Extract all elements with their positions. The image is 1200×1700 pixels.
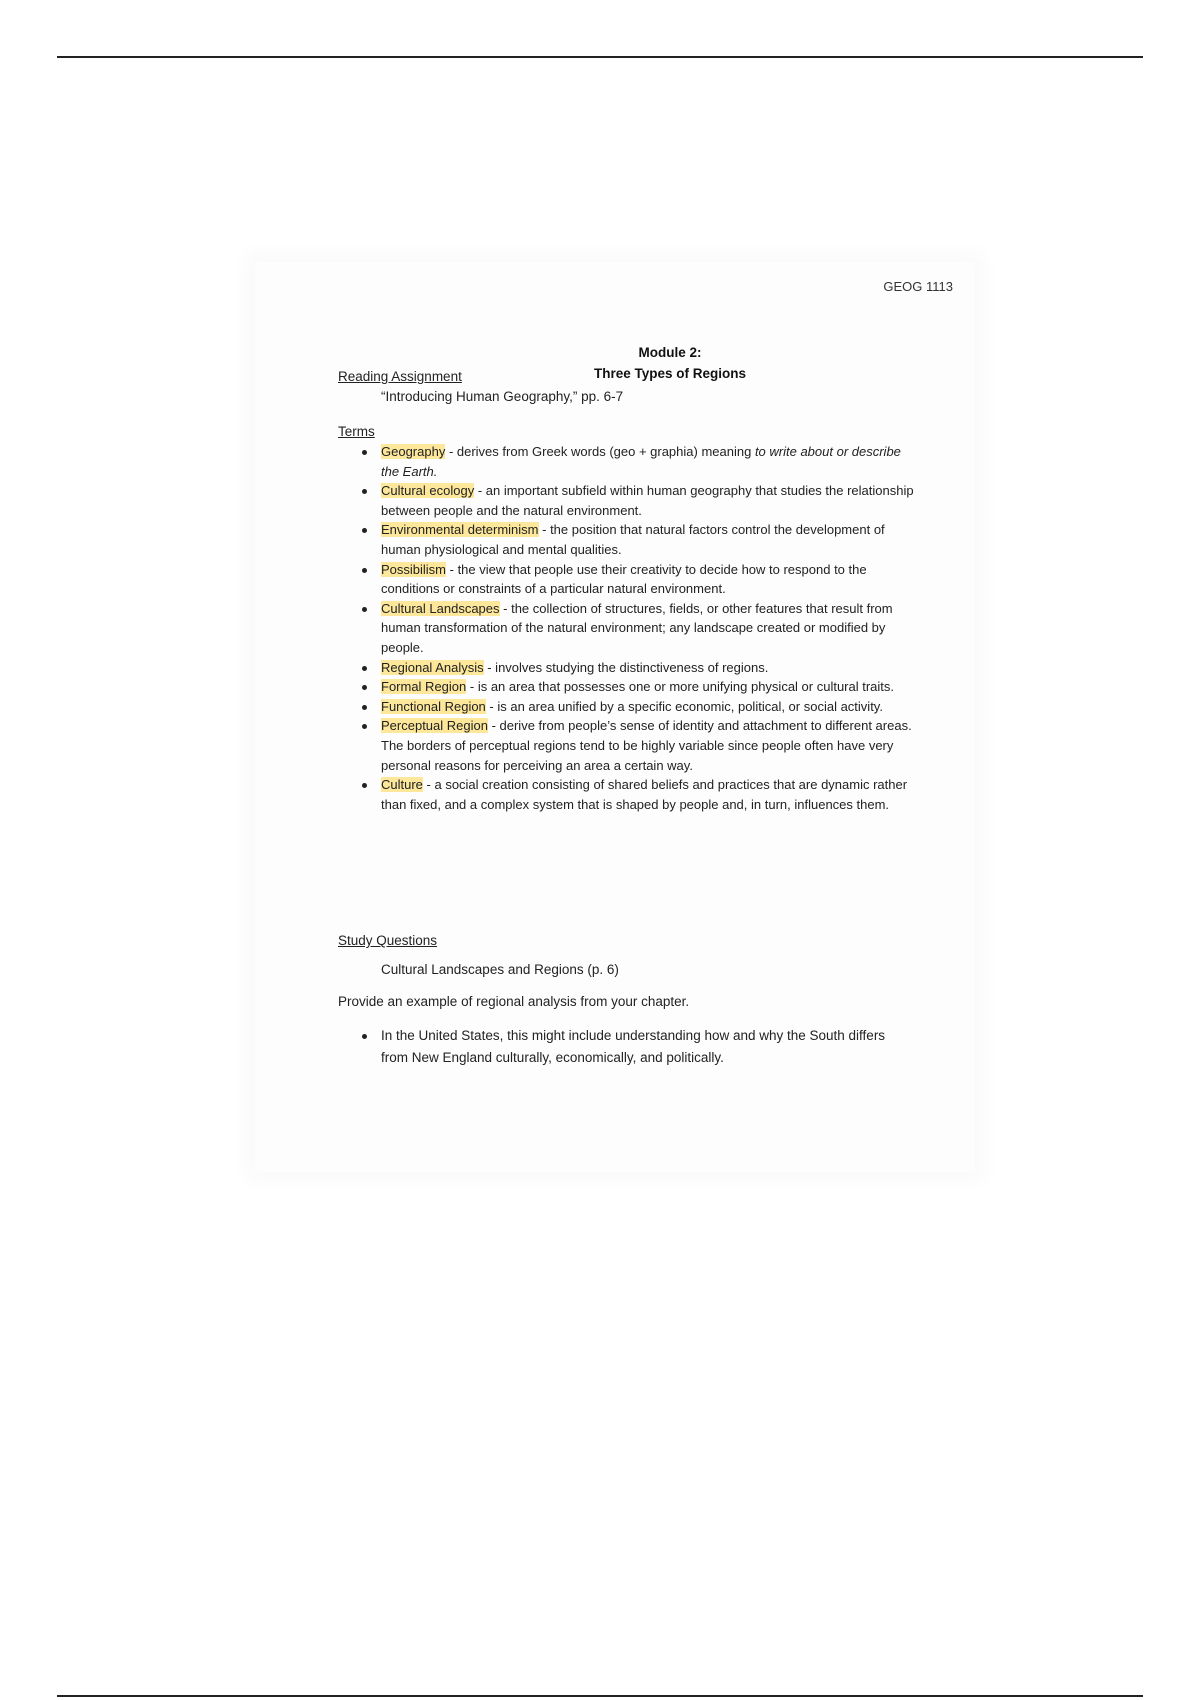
study-question: Provide an example of regional analysis from your chapter. <box>338 994 690 1009</box>
term-definition-italic: to write about or describe the Earth. <box>381 444 901 479</box>
bottom-divider <box>57 1695 1143 1697</box>
term-definition: - is an area unified by a specific economic, political, or social activity. <box>485 698 883 714</box>
term-definition: - an important subfield within human geography that studies the relationship between people and the natural environment. <box>381 483 914 518</box>
term-definition: - derive from people’s sense of identity and attachment to different areas. The borders of perceptual regions tend to be highly variable since people often have very personal reasons for perceiving an area a certain way. <box>381 718 912 773</box>
term-definition: - the position that natural factors control the development of human physiological and mental qualities. <box>381 522 885 557</box>
list-item <box>338 697 918 717</box>
highlighted-term: Culture <box>381 777 423 793</box>
top-divider <box>57 56 1143 58</box>
terms-list <box>338 442 918 814</box>
highlighted-term: Environmental determinism <box>381 522 539 538</box>
highlighted-term: Functional Region <box>381 698 486 714</box>
highlighted-term: Cultural ecology <box>381 483 475 499</box>
study-heading: Study Questions <box>338 933 438 948</box>
term-definition: - the view that people use their creativity to decide how to respond to the conditions or constraints of a particular natural environment. <box>381 561 867 597</box>
reading-text: “Introducing Human Geography,” pp. 6-7 <box>381 389 624 404</box>
list-item <box>338 775 918 814</box>
list-item <box>338 1025 898 1069</box>
highlighted-term: Regional Analysis <box>381 659 484 675</box>
term-definition: - derives from Greek words (geo + graphia) meaning <box>445 444 755 459</box>
highlighted-term: Cultural Landscapes <box>381 600 500 616</box>
list-item <box>338 658 918 678</box>
list-item <box>338 481 918 520</box>
answer-text: In the United States, this might include understanding how and why the South differs from New England culturally, economically, and politically. <box>381 1028 886 1065</box>
course-code: GEOG 1113 <box>883 279 953 294</box>
list-item <box>338 442 918 481</box>
term-definition: - a social creation consisting of shared beliefs and practices that are dynamic rather than fixed, and a complex system that is shaped by people and, in turn, influences them. <box>381 777 908 812</box>
term-definition: - involves studying the distinctiveness of regions. <box>483 659 769 675</box>
terms-heading: Terms <box>338 424 375 439</box>
reading-heading: Reading Assignment <box>338 369 462 384</box>
answer-list <box>338 1025 898 1069</box>
highlighted-term: Perceptual Region <box>381 718 488 734</box>
title-line-2: Three Types of Regions <box>593 366 747 381</box>
highlighted-term: Formal Region <box>381 679 467 695</box>
list-item <box>338 716 918 775</box>
title-line-1: Module 2: <box>638 345 702 360</box>
term-definition: - the collection of structures, fields, or other features that result from human transformation of the natural environment; any landscape created or modified by people. <box>381 600 893 655</box>
list-item <box>338 560 918 599</box>
list-item <box>338 677 918 697</box>
document-page <box>255 262 975 1172</box>
list-item <box>338 520 918 559</box>
list-item <box>338 599 918 658</box>
term-definition: - is an area that possesses one or more unifying physical or cultural traits. <box>466 679 895 695</box>
highlighted-term: Possibilism <box>381 561 447 577</box>
study-subheading: Cultural Landscapes and Regions (p. 6) <box>381 962 619 977</box>
highlighted-term: Geography <box>381 444 446 459</box>
